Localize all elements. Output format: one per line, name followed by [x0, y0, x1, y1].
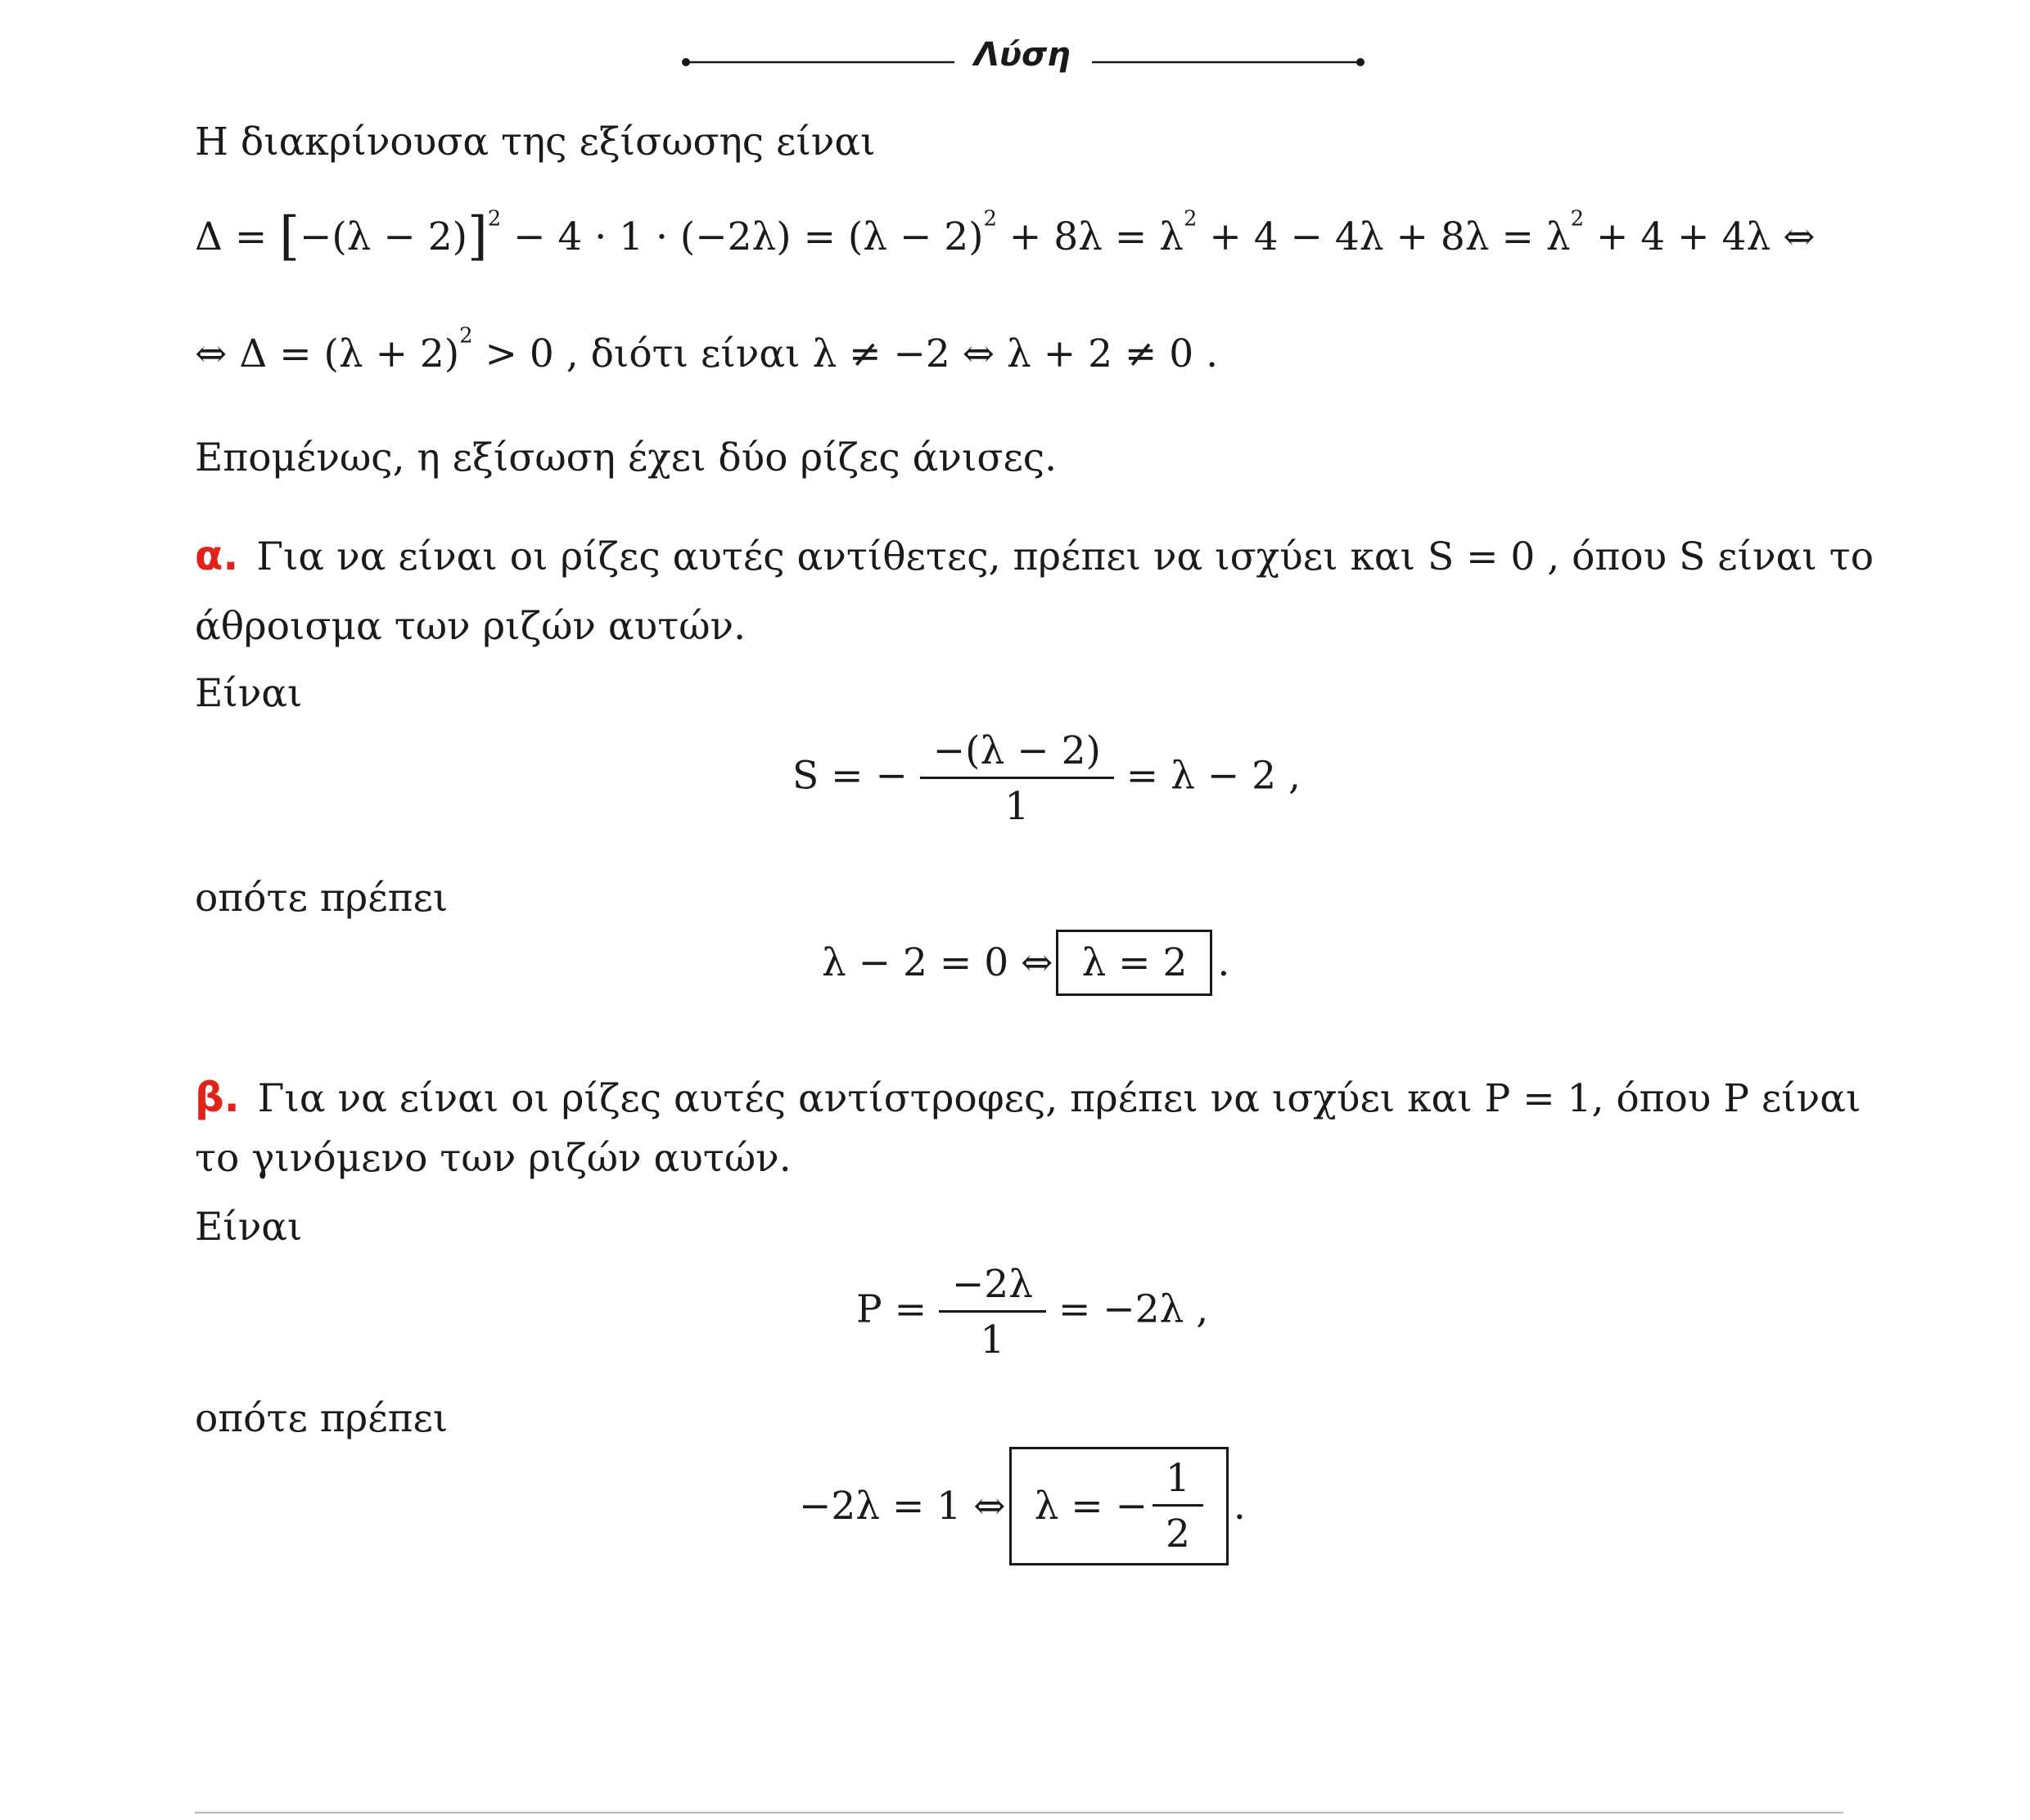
part-b-result: [799, 1447, 1246, 1565]
eq1-part5: + 4 − 4λ + 8λ = λ: [1197, 214, 1571, 259]
product-numerator: −2λ: [951, 1262, 1033, 1307]
eq2-part2: > 0 , διότι είναι λ ≠ −2 ⇔ λ + 2 ≠ 0 .: [472, 331, 1219, 376]
part-b-answer-lhs: λ = −: [1034, 1484, 1148, 1529]
product-equation: [856, 1262, 1208, 1363]
part-a-einai: Είναι: [195, 671, 303, 716]
sum-fraction: [920, 728, 1114, 829]
exponent: 2: [487, 206, 502, 232]
part-a-result: [822, 930, 1229, 996]
header-rule-left-dot: [682, 58, 690, 66]
part-b-result-dot: .: [1233, 1484, 1246, 1529]
product-fraction: [939, 1262, 1046, 1363]
sum-rhs: = λ − 2 ,: [1126, 753, 1301, 799]
eq1-part1: Δ =: [195, 214, 280, 259]
header-rule-right-dot: [1356, 58, 1365, 66]
part-a-text-cont: άθροισμα των ριζών αυτών.: [195, 604, 747, 649]
sum-denominator: 1: [920, 777, 1114, 829]
part-a-statement: [195, 532, 1874, 579]
part-b-answer-denominator: 2: [1153, 1504, 1203, 1556]
part-b-opote: οπότε πρέπει: [195, 1396, 449, 1441]
product-denominator: 1: [939, 1310, 1046, 1363]
conclusion-line: Επομένως, η εξίσωση έχει δύο ρίζες άνισες.: [195, 435, 1058, 480]
sum-lhs: S = −: [792, 753, 908, 799]
part-b-result-lhs: −2λ = 1 ⇔: [799, 1484, 1006, 1529]
part-a-answer: λ = 2: [1081, 940, 1188, 985]
eq2-part1: ⇔ Δ = (λ + 2): [195, 331, 460, 376]
part-a-label: α.: [195, 532, 239, 579]
eq1-part2: −(λ − 2): [299, 214, 467, 259]
eq1-part4: + 8λ = λ: [996, 214, 1184, 259]
part-b-label: β.: [195, 1074, 240, 1121]
part-b-answer-fraction: [1153, 1456, 1203, 1556]
part-b-text: Για να είναι οι ρίζες αυτές αντίστροφες, πρέπει να ισχύει και P = 1, όπου P είναι: [257, 1076, 1861, 1121]
exponent: 2: [1570, 206, 1585, 232]
part-a-text: Για να είναι οι ρίζες αυτές αντίθετες, πρέπει να ισχύει και S = 0 , όπου S είναι το: [256, 534, 1874, 579]
discriminant-positive-equation: [195, 323, 1219, 376]
exponent: 2: [1183, 206, 1198, 232]
part-a-result-lhs: λ − 2 = 0 ⇔: [822, 940, 1053, 985]
bracket-open: [: [279, 205, 300, 267]
footer-rule: [195, 1812, 1843, 1813]
sum-numerator: −(λ − 2): [932, 728, 1101, 773]
header-title: Λύση: [974, 36, 1071, 74]
part-a-result-dot: .: [1217, 940, 1230, 985]
discriminant-equation: [195, 205, 1816, 267]
eq1-part6: + 4 + 4λ ⇔: [1584, 214, 1816, 259]
exponent: 2: [983, 206, 997, 232]
bracket-close: ]: [467, 205, 488, 267]
part-b-einai: Είναι: [195, 1205, 303, 1250]
product-lhs: P =: [856, 1286, 927, 1332]
part-b-text-cont: το γινόμενο των ριζών αυτών.: [195, 1136, 792, 1181]
product-rhs: = −2λ ,: [1058, 1286, 1209, 1332]
part-b-answer-numerator: 1: [1166, 1456, 1190, 1501]
eq1-part3: − 4 · 1 · (−2λ) = (λ − 2): [501, 214, 984, 259]
intro-line: Η διακρίνουσα της εξίσωσης είναι: [195, 119, 876, 164]
part-a-opote: οπότε πρέπει: [195, 876, 449, 921]
part-b-answer-box: [1009, 1447, 1229, 1565]
part-b-statement: [195, 1074, 1861, 1121]
sum-equation: [792, 728, 1301, 829]
exponent: 2: [459, 323, 473, 349]
part-a-answer-box: [1056, 930, 1212, 996]
